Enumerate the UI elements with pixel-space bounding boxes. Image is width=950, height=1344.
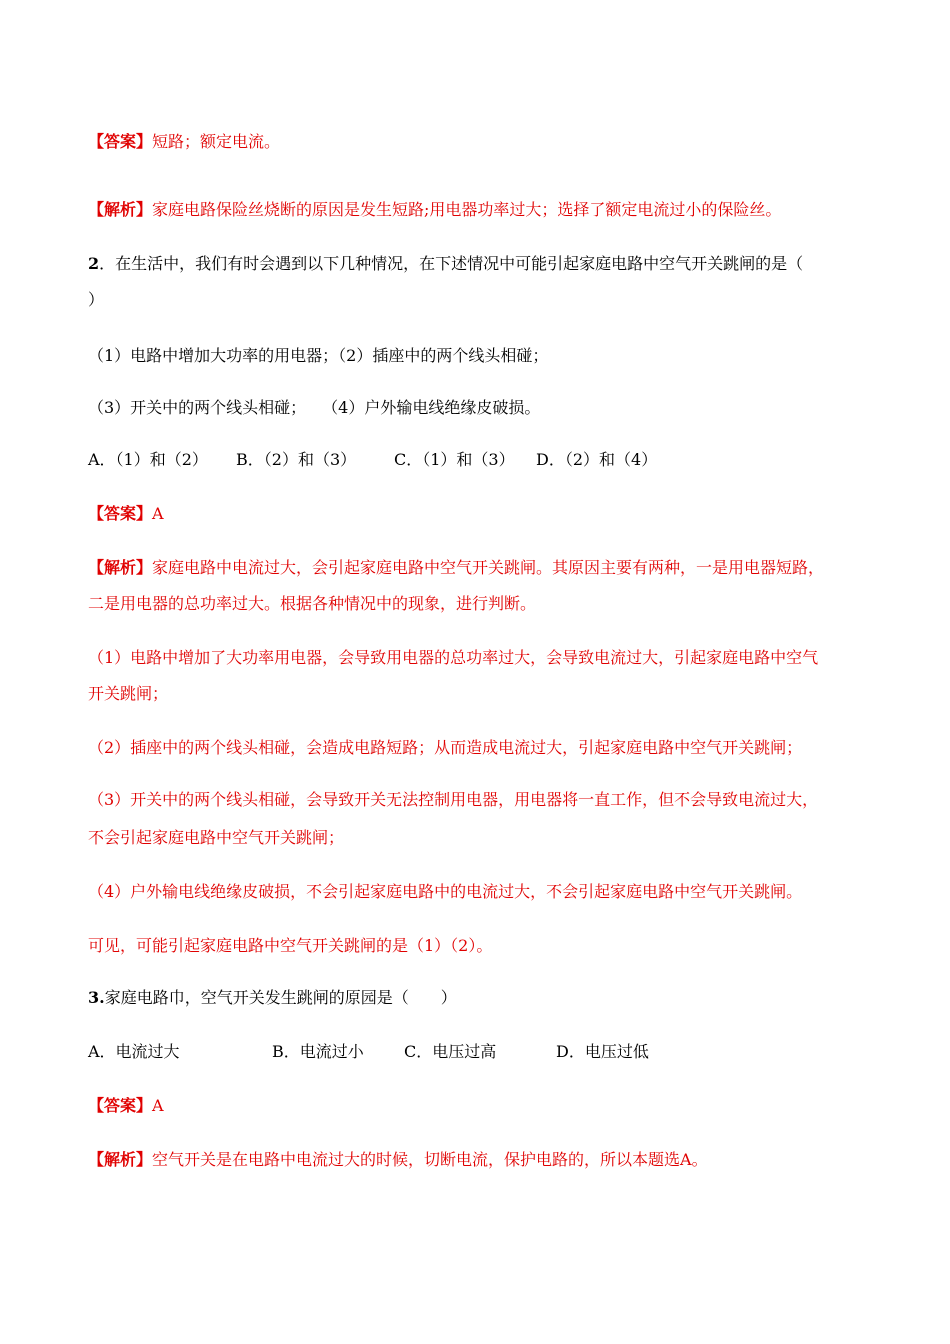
option-c: C．电压过高 <box>404 1042 497 1061</box>
q3-stem <box>88 986 880 1010</box>
q2-point-1: （1）电路中增加了大功率用电器，会导致用电器的总功率过大，会导致电流过大，引起家庭电路中空气 <box>88 648 819 667</box>
answer-tag: 【答案】 <box>88 504 153 523</box>
option-d: D．（2）和（4） <box>536 450 658 469</box>
answer-text: A <box>152 1096 164 1115</box>
q2-conditions-2: （3）开关中的两个线头相碰； （4）户外输电线绝缘皮破损。 <box>88 398 541 417</box>
question-stem: ．在生活中，我们有时会遇到以下几种情况，在下述情况中可能引起家庭电路中空气开关跳闸的是（ <box>99 254 804 273</box>
answer-tag: 【答案】 <box>88 132 153 151</box>
answer-text: A <box>152 504 164 523</box>
answer-text: 短路；额定电流。 <box>152 132 281 151</box>
option-c: C．（1）和（3） <box>394 450 515 469</box>
q2-point-4: （4）户外输电线绝缘皮破损，不会引起家庭电路中的电流过大，不会引起家庭电路中空气开关跳闸。 <box>88 882 803 901</box>
q2-point-3-cont: 不会引起家庭电路中空气开关跳闸； <box>88 828 345 847</box>
q2-stem-cont: ） <box>88 290 105 309</box>
option-b: B．（2）和（3） <box>236 450 357 469</box>
question-number: 2 <box>88 254 100 273</box>
analysis-tag: 【解析】 <box>88 1150 153 1169</box>
q3-analysis <box>88 1148 880 1172</box>
q2-conditions-1: （1）电路中增加大功率的用电器；（2）插座中的两个线头相碰； <box>88 346 549 365</box>
q2-point-1-cont: 开关跳闸； <box>88 684 169 703</box>
option-a: A．（1）和（2） <box>88 450 208 469</box>
q3-answer <box>88 1094 880 1118</box>
analysis-tag: 【解析】 <box>88 200 153 219</box>
analysis-text: 空气开关是在电路中电流过大的时候，切断电流，保护电路的，所以本题选A。 <box>152 1150 708 1169</box>
q2-point-3: （3）开关中的两个线头相碰，会导致开关无法控制用电器，用电器将一直工作，但不会导致电流过大， <box>88 790 819 809</box>
question-number: 3. <box>88 988 105 1007</box>
option-d: D．电压过低 <box>556 1042 649 1061</box>
q2-options <box>88 448 880 472</box>
q1-analysis <box>88 198 880 222</box>
option-a: A．电流过大 <box>88 1042 180 1061</box>
q2-analysis <box>88 556 880 580</box>
q2-conclusion: 可见，可能引起家庭电路中空气开关跳闸的是（1）（2）。 <box>88 936 493 955</box>
analysis-tag: 【解析】 <box>88 558 153 577</box>
analysis-text: 家庭电路保险丝烧断的原因是发生短路;用电器功率过大；选择了额定电流过小的保险丝。 <box>152 200 782 219</box>
analysis-text: 家庭电路中电流过大，会引起家庭电路中空气开关跳闸。其原因主要有两种，一是用电器短路， <box>152 558 825 577</box>
q3-options <box>88 1040 880 1064</box>
q2-stem <box>88 252 880 276</box>
option-b: B．电流过小 <box>272 1042 364 1061</box>
q2-point-2: （2）插座中的两个线头相碰，会造成电路短路；从而造成电流过大，引起家庭电路中空气开关跳闸； <box>88 738 803 757</box>
q1-answer <box>88 130 880 154</box>
answer-tag: 【答案】 <box>88 1096 153 1115</box>
q2-answer <box>88 502 880 526</box>
q2-analysis-cont: 二是用电器的总功率过大。根据各种情况中的现象，进行判断。 <box>88 594 537 613</box>
question-stem: 家庭电路巾，空气开关发生跳闸的原园是（ ） <box>104 988 457 1007</box>
